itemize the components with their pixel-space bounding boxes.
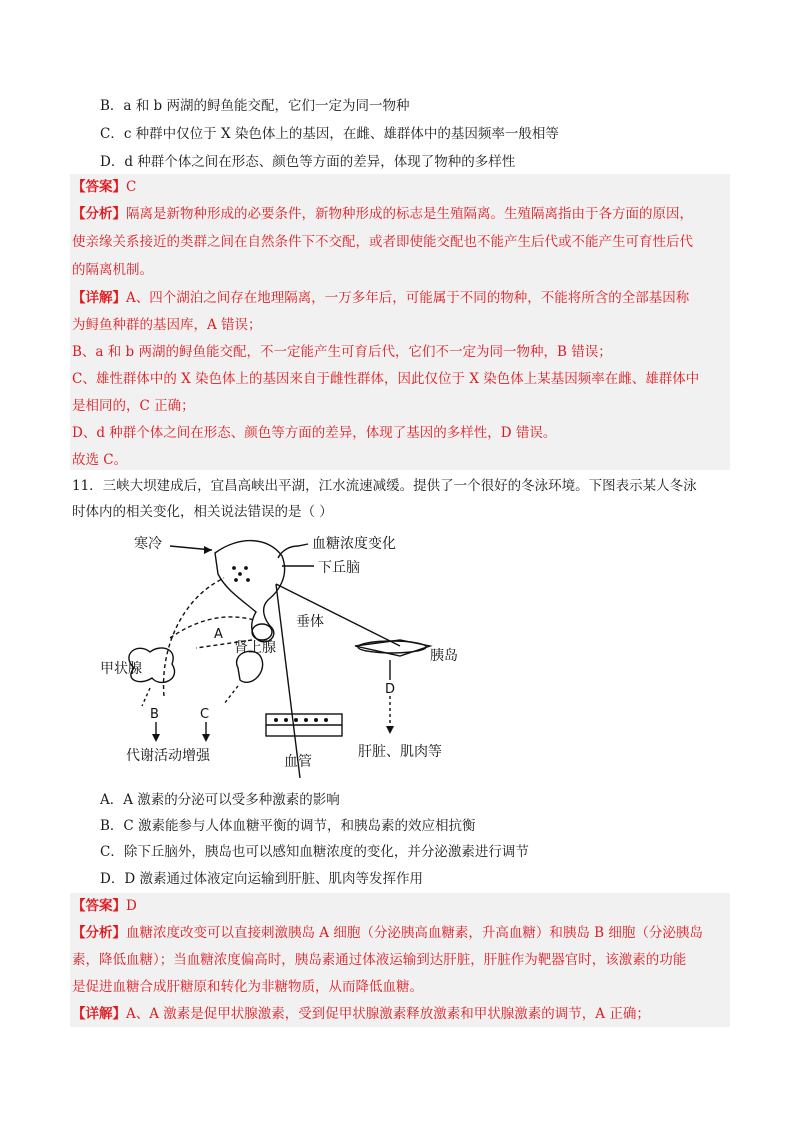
q10-detail-b: B、a 和 b 两湖的鲟鱼能交配，不一定能产生可育后代，它们不一定为同一物种，B 错误；: [72, 344, 612, 360]
analysis-tag: 【分析】: [72, 925, 126, 941]
feedback-arrow-thyroid: [170, 617, 254, 638]
q10-conclusion: 故选 C。: [72, 452, 128, 468]
answer-tag: 【答案】: [72, 179, 126, 195]
q10-detail-c1: C、雄性群体中的 X 染色体上的基因来自于雌性群体，因此仅位于 X 染色体上某基因频率在雌、雄群体中: [72, 371, 700, 387]
detail-tag: 【详解】: [72, 1006, 126, 1022]
q10-detail-d: D、d 种群个体之间在形态、颜色等方面的差异，体现了基因的多样性，D 错误。: [72, 425, 557, 441]
cold-label: 寒冷: [134, 536, 162, 552]
hormone-diagram: [100, 528, 480, 778]
q11-analysis-line3: 是促进血糖合成肝糖原和转化为非糖物质，从而降低血糖。: [72, 979, 423, 995]
q10-analysis-line3: 的隔离机制。: [72, 262, 153, 278]
pituitary-shape: [252, 624, 272, 640]
q11-analysis-line1: 【分析】血糖浓度改变可以直接刺激胰岛 A 细胞（分泌胰高血糖素，升高血糖）和胰岛 B 细胞（分泌胰岛: [72, 925, 703, 941]
answer-tag: 【答案】: [72, 898, 126, 914]
q11-answer: [72, 896, 137, 916]
q11-stem-line1: 11．三峡大坝建成后，宜昌高峡出平湖，江水流速减缓。提供了一个很好的冬泳环境。下图表示某人冬泳: [72, 478, 697, 494]
q11-stem-line2: 时体内的相关变化，相关说法错误的是（ ）: [72, 504, 333, 520]
hormone-c-label: C: [200, 707, 210, 722]
hormone-d-label: D: [385, 682, 396, 697]
hormone-a-label: A: [214, 627, 223, 642]
detail-tag: 【详解】: [72, 290, 126, 306]
q10-analysis-line2: 使亲缘关系接近的类群之间在自然条件下不交配，或者即使能交配也不能产生后代或不能产生可育性后代: [72, 234, 693, 250]
hypothalamus-label: 下丘脑: [318, 560, 360, 576]
q10-option-d: D．d 种群个体之间在形态、颜色等方面的差异，体现了物种的多样性: [100, 154, 516, 170]
answer-value: D: [126, 898, 137, 914]
q10-detail-c2: 是相同的，C 正确；: [72, 398, 195, 414]
q10-detail-a2: 为鲟鱼种群的基因库，A 错误；: [72, 317, 262, 333]
q10-option-b: B．a 和 b 两湖的鲟鱼能交配，它们一定为同一物种: [100, 98, 410, 114]
answer-value: C: [126, 179, 137, 195]
glucose-change-label: 血糖浓度变化: [312, 536, 396, 552]
q10-detail-a1: 【详解】A、四个湖泊之间存在地理隔离，一万多年后，可能属于不同的物种，不能将所含的全部基因称: [72, 290, 690, 306]
adrenal-label: 肾上腺: [234, 640, 276, 656]
pituitary-label: 垂体: [296, 614, 324, 630]
blood-vessel-label: 血管: [284, 754, 312, 770]
hypothalamus-brain-outline: [215, 541, 285, 642]
hormone-b-label: B: [150, 707, 159, 722]
metabolism-label: 代谢活动增强: [126, 748, 210, 764]
thyroid-label: 甲状腺: [100, 661, 142, 677]
q10-option-c: C．c 种群中仅位于 X 染色体上的基因，在雌、雄群体中的基因频率一般相等: [100, 126, 559, 142]
liver-muscle-label: 肝脏、肌肉等: [358, 744, 442, 760]
q11-option-b: B．C 激素能参与人体血糖平衡的调节，和胰岛素的效应相抗衡: [100, 818, 476, 834]
q11-analysis-line2: 素，降低血糖）；当血糖浓度偏高时，胰岛素通过体液运输到达肝脏，肝脏作为靶器官时，该激素的功能: [72, 952, 687, 968]
q11-detail-a: 【详解】A、A 激素是促甲状腺激素，受到促甲状腺激素释放激素和甲状腺激素的调节，A 正确；: [72, 1006, 650, 1022]
q11-option-d: D．D 激素通过体液定向运输到肝脏、肌肉等发挥作用: [100, 871, 423, 887]
nerve-to-pancreas: [276, 584, 400, 646]
pancreas-label: 胰岛: [430, 648, 458, 664]
q11-option-c: C．除下丘脑外，胰岛也可以感知血糖浓度的变化，并分泌激素进行调节: [100, 844, 529, 860]
q10-analysis-line1: 【分析】隔离是新物种形成的必要条件，新物种形成的标志是生殖隔离。生殖隔离指由于各方面的原因，: [72, 206, 693, 222]
q10-answer: [72, 177, 136, 197]
q11-option-a: A．A 激素的分泌可以受多种激素的影响: [100, 792, 340, 808]
analysis-tag: 【分析】: [72, 206, 126, 222]
